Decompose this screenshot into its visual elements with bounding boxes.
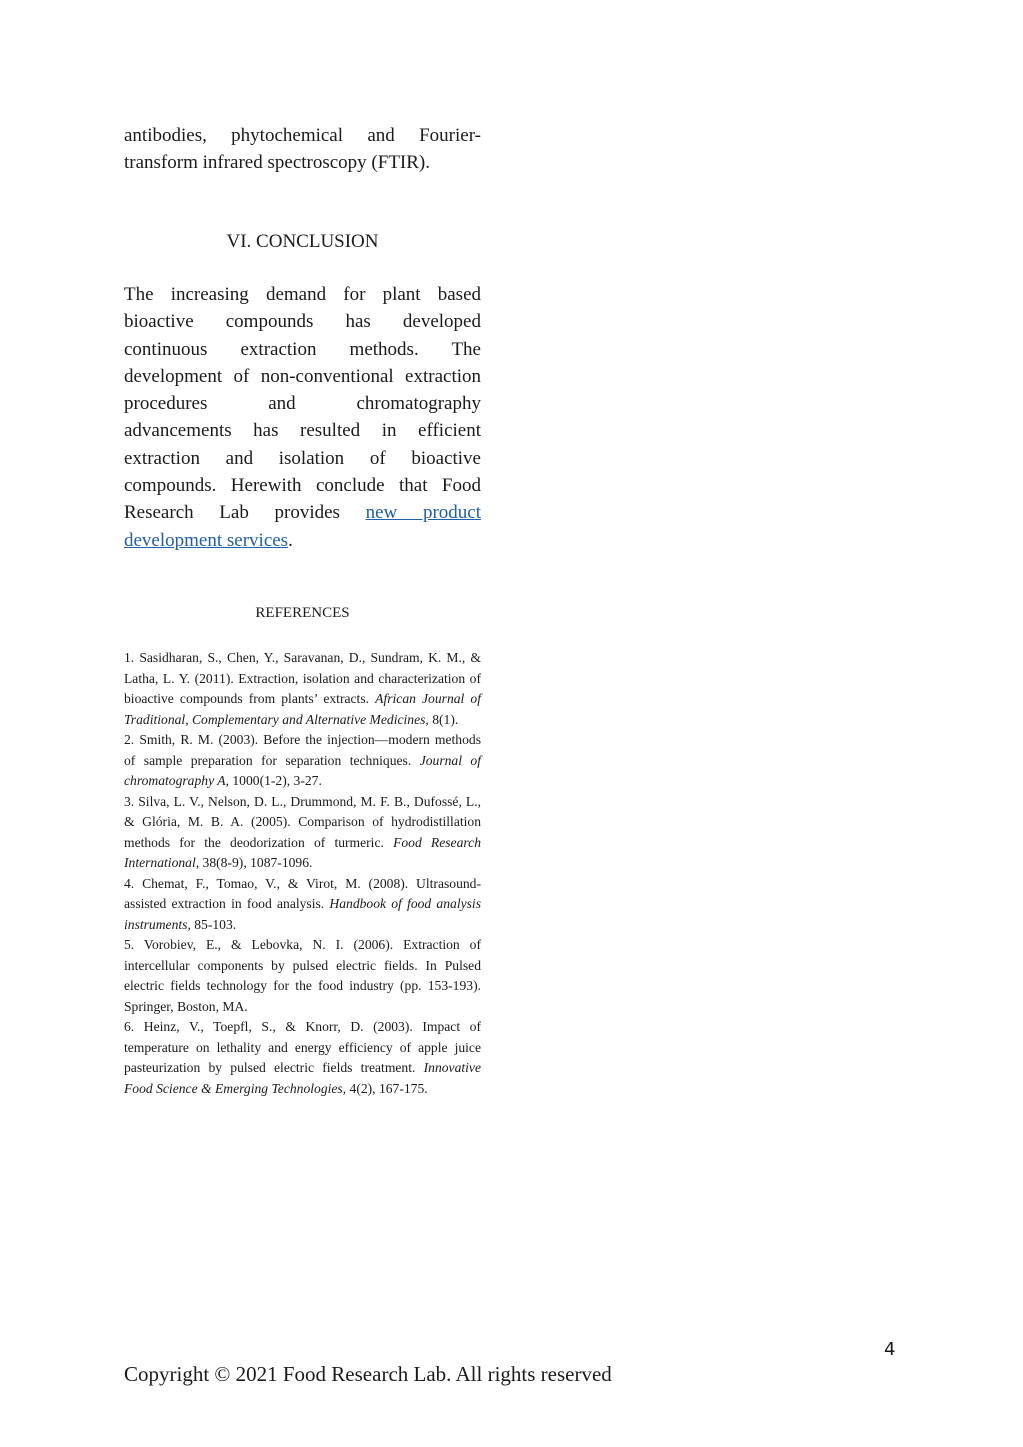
reference-journal: Food Research International [124,834,482,870]
copyright-footer: Copyright © 2021 Food Research Lab. All rights reserved [124,1362,612,1386]
reference-text: 1. Sasidharan, S., Chen, Y., Saravanan, D., Sundram, K. M., & Latha, L. Y. (2011). Extraction, isolation and characterization of bioactive compounds from plants’ extracts. [124,650,481,706]
conclusion-paragraph [124,281,481,554]
new-product-development-link[interactable]: new product development services [124,502,481,551]
references-heading: REFERENCES [255,605,350,621]
reference-item [124,935,481,1017]
intro-paragraph-tail: antibodies, phytochemical and Fourier-transform infrared spectroscopy (FTIR). [124,125,481,174]
reference-journal: Handbook of food analysis instruments [124,896,481,932]
reference-text: 2. Smith, R. M. (2003). Before the injection—modern methods of sample preparation for separation techniques. [124,732,481,768]
reference-tail: , 1000(1-2), 3-27. [225,773,322,788]
reference-journal: Journal of chromatography A [124,752,482,788]
reference-item [124,874,481,936]
conclusion-heading: VI. CONCLUSION [226,231,379,252]
reference-list [124,648,481,1099]
page-number: 4 [884,1339,896,1360]
reference-journal: African Journal of Traditional, Complementary and Alternative Medicines [124,691,481,727]
reference-item [124,1017,481,1099]
reference-journal: Innovative Food Science & Emerging Technologies [124,1060,481,1096]
reference-item [124,792,481,874]
reference-tail: , 85-103. [187,916,237,932]
reference-item [124,730,481,792]
reference-tail: , 4(2), 167-175. [342,1080,428,1096]
reference-item [124,648,481,730]
reference-text: 6. Heinz, V., Toepfl, S., & Knorr, D. (2003). Impact of temperature on lethality and energy efficiency of apple juice pasteurization by pulsed electric fields treatment. [124,1019,481,1075]
reference-tail: , 38(8-9), 1087-1096. [195,855,313,870]
reference-text: 4. Chemat, F., Tomao, V., & Virot, M. (2008). Ultrasound-assisted extraction in food analysis. [124,875,481,911]
reference-text: 5. Vorobiev, E., & Lebovka, N. I. (2006). Extraction of intercellular components by pulsed electric fields. In Pulsed electric fields technology for the food industry (pp. 153-193). Springer, Boston, MA. [124,937,481,1014]
conclusion-body: The increasing demand for plant based bioactive compounds has developed continuous extraction methods. The development of non-conventional extraction procedures and chromatography advancements has resulted in efficient extraction and isolation of bioactive compounds. Herewith conclude that Food Research Lab provides [124,284,481,524]
conclusion-tail: . [288,529,293,551]
reference-text: 3. Silva, L. V., Nelson, D. L., Drummond, M. F. B., Dufossé, L., & Glória, M. B. A. (2005). Comparison of hydrodistillation methods for the deodorization of turmeric. [124,793,481,850]
reference-tail: , 8(1). [425,711,459,727]
